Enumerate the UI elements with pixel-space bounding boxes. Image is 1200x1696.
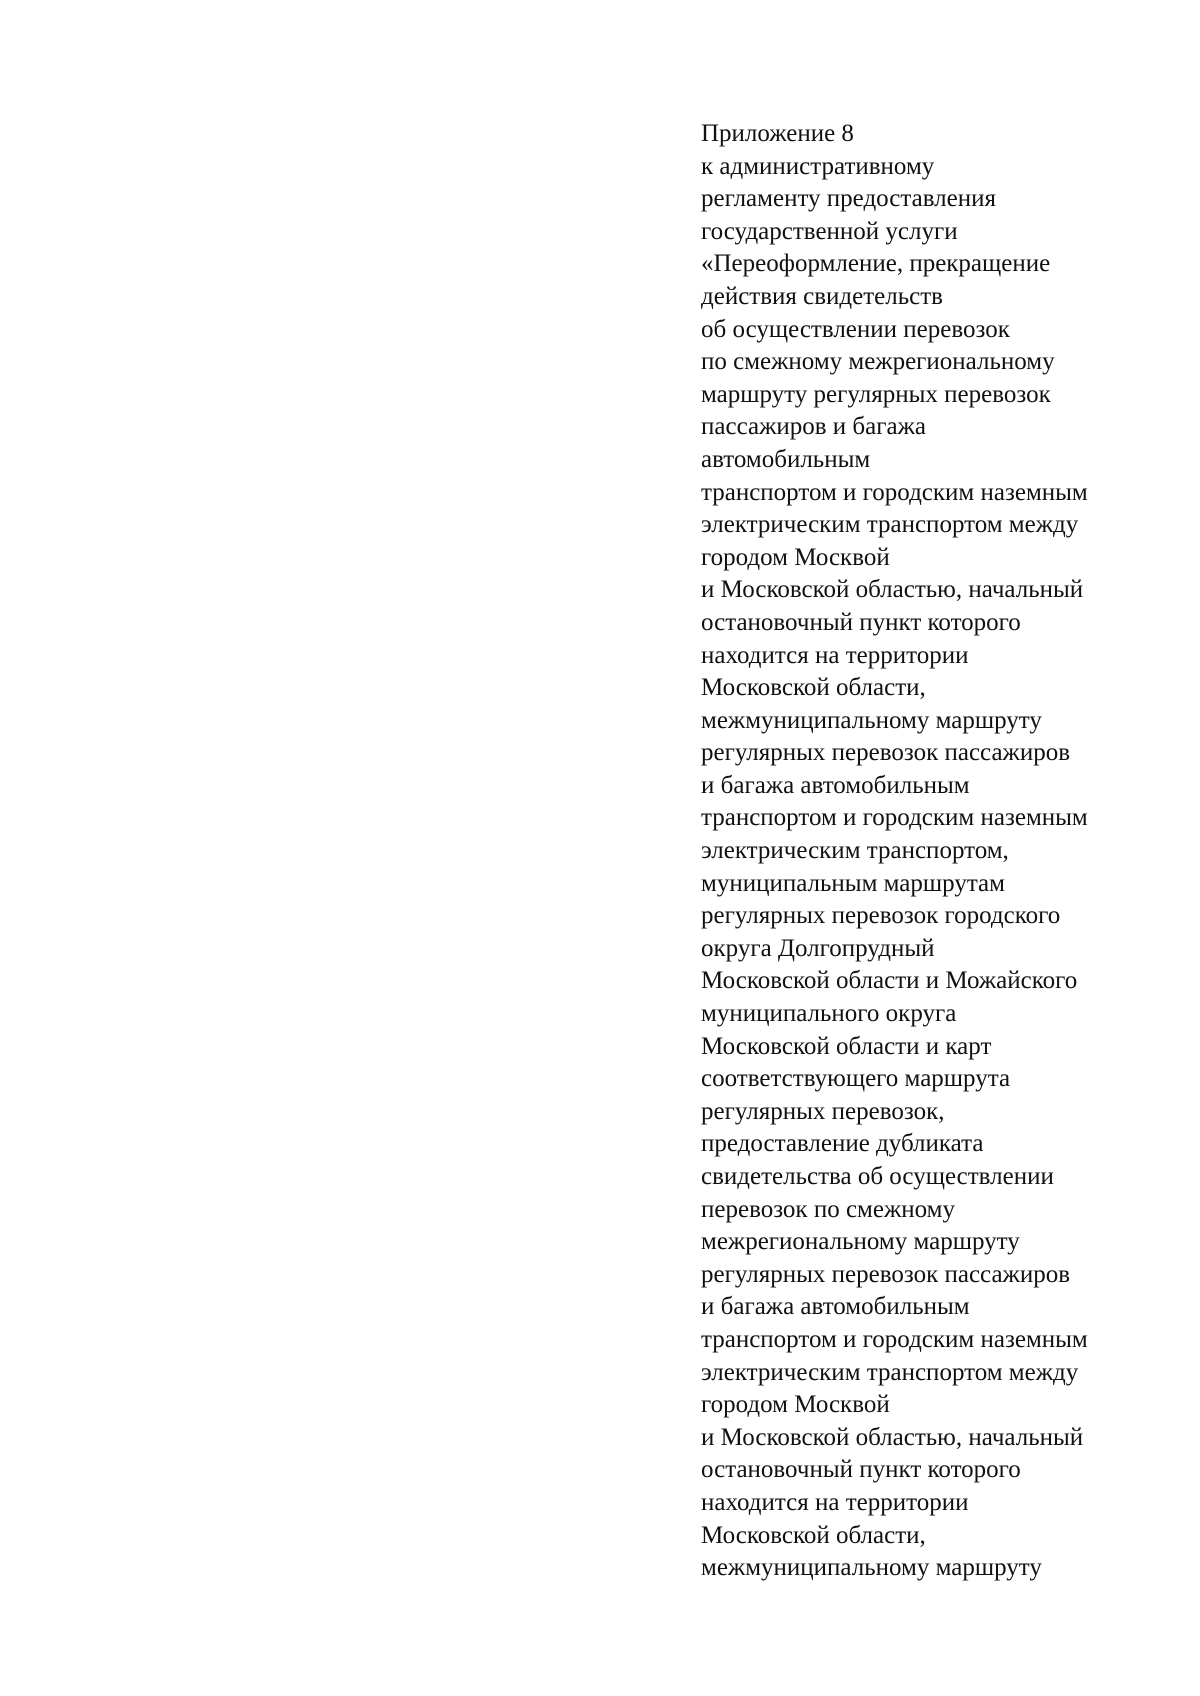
appendix-line: электрическим транспортом между	[701, 511, 1079, 539]
appendix-line: округа Долгопрудный	[701, 934, 935, 962]
appendix-line: Московской области,	[701, 674, 926, 702]
appendix-line: межмуниципальному маршруту	[701, 1554, 1042, 1582]
appendix-line: регламенту предоставления	[701, 185, 997, 213]
appendix-line: Приложение 8	[701, 120, 854, 147]
appendix-line: по смежному межрегиональному	[701, 348, 1055, 376]
appendix-header-block	[701, 118, 1171, 1585]
appendix-line: регулярных перевозок,	[701, 1097, 945, 1125]
appendix-line: муниципального округа	[701, 1000, 957, 1028]
appendix-line: и Московской областью, начальный	[701, 576, 1084, 604]
appendix-line: находится на территории	[701, 641, 969, 669]
appendix-line: и Московской областью, начальный	[701, 1423, 1084, 1451]
appendix-line: городом Москвой	[701, 1391, 890, 1419]
appendix-line: к административному	[701, 152, 935, 180]
appendix-line: Московской области и карт	[701, 1032, 992, 1060]
appendix-line: государственной услуги	[701, 217, 958, 245]
appendix-line: свидетельства об осуществлении	[701, 1163, 1054, 1190]
appendix-line: транспортом и городским наземным	[701, 478, 1088, 506]
appendix-line: «Переоформление, прекращение	[701, 250, 1051, 278]
appendix-line: электрическим транспортом,	[701, 837, 1009, 865]
appendix-line: действия свидетельств	[701, 282, 943, 310]
appendix-line: предоставление дубликата	[701, 1130, 984, 1158]
appendix-line: об осуществлении перевозок	[701, 315, 1010, 343]
appendix-line: транспортом и городским наземным	[701, 1325, 1088, 1353]
appendix-line: регулярных перевозок пассажиров	[701, 1260, 1071, 1288]
appendix-line: остановочный пункт которого	[701, 608, 1021, 636]
appendix-line: находится на территории	[701, 1488, 969, 1516]
appendix-line: транспортом и городским наземным	[701, 804, 1088, 832]
appendix-line: межрегиональному маршруту	[701, 1228, 1020, 1256]
appendix-line: пассажиров и багажа	[701, 413, 926, 441]
appendix-line: Московской области,	[701, 1521, 926, 1549]
appendix-line: соответствующего маршрута	[701, 1065, 1011, 1093]
appendix-line: автомобильным	[701, 445, 871, 473]
appendix-line: и багажа автомобильным	[701, 1293, 970, 1321]
appendix-line: регулярных перевозок городского	[701, 902, 1061, 930]
appendix-line: маршруту регулярных перевозок	[701, 380, 1051, 408]
appendix-line: межмуниципальному маршруту	[701, 706, 1042, 734]
appendix-line: регулярных перевозок пассажиров	[701, 739, 1071, 767]
appendix-line: перевозок по смежному	[701, 1195, 955, 1223]
appendix-line: городом Москвой	[701, 543, 890, 571]
appendix-line: остановочный пункт которого	[701, 1456, 1021, 1484]
appendix-line: и багажа автомобильным	[701, 771, 970, 799]
appendix-line: Московской области и Можайского	[701, 967, 1078, 995]
appendix-line: муниципальным маршрутам	[701, 869, 1005, 897]
appendix-line: электрическим транспортом между	[701, 1358, 1079, 1386]
